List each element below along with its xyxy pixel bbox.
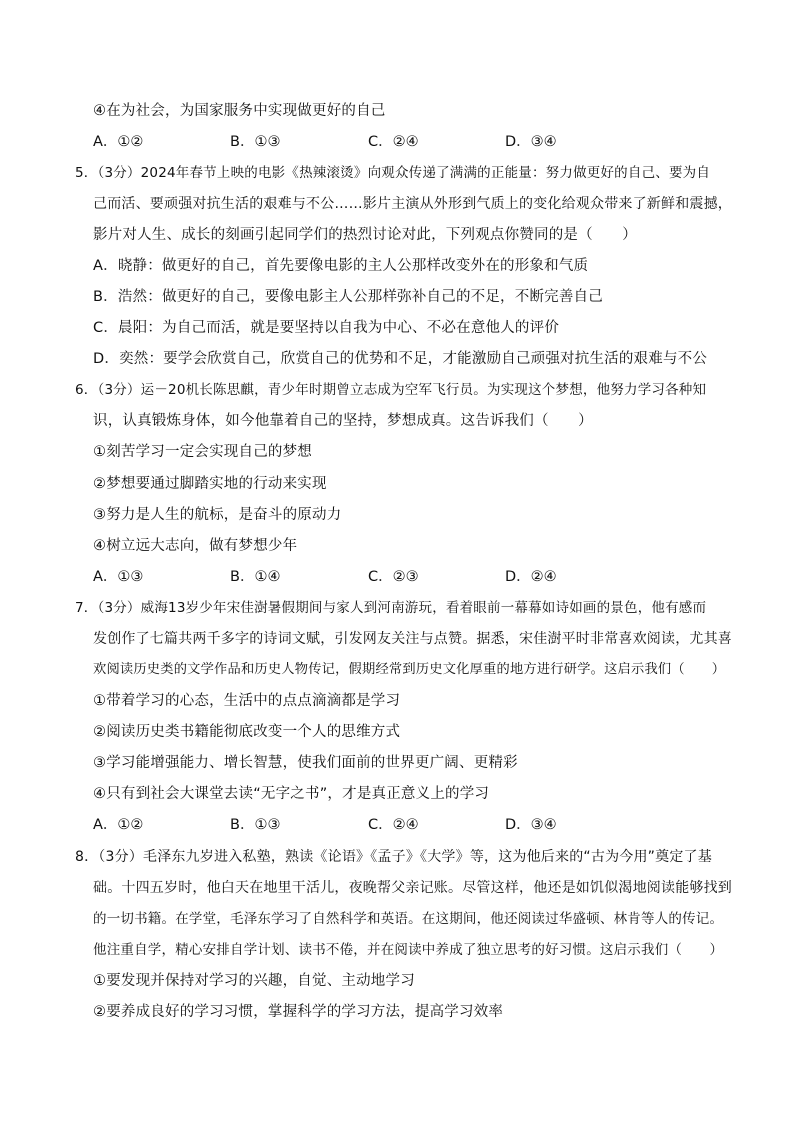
q5-stem-line-2: 己而活、要顽强对抗生活的艰难与不公……影片主演从外形到气质上的变化给观众带来了新鲜和震撼， [93, 196, 732, 212]
q5-stem-line-1: 5．（3分）2024年春节上映的电影《热辣滚烫》向观众传递了满满的正能量：努力做更好的自己、要为自 [75, 165, 711, 181]
q6-option-a: A．①③ [93, 569, 144, 585]
q6-option-d: D．②④ [505, 569, 557, 585]
q8-stem-line-2: 础。十四五岁时，他白天在地里干活儿，夜晚帮父亲记账。尽管这样，他还是如饥似渴地阅读能够找到 [93, 880, 732, 896]
q5-choice-c: C．晨阳：为自己而活，就是要坚持以自我为中心、不必在意他人的评价 [93, 320, 560, 336]
q4-option-a: A．①② [93, 134, 144, 150]
q7-option-b: B．①③ [230, 817, 281, 833]
q7-item-4: ④只有到社会大课堂去读“无字之书”，才是真正意义上的学习 [93, 786, 490, 802]
q7-options [93, 815, 733, 835]
q7-option-a: A．①② [93, 817, 144, 833]
q6-option-c: C．②③ [368, 569, 419, 585]
q6-stem-line-1: 6．（3分）运－20机长陈思麒，青少年时期曾立志成为空军飞行员。为实现这个梦想，他努力学习各种知 [75, 382, 707, 398]
q6-item-4: ④树立远大志向，做有梦想少年 [93, 538, 298, 554]
q4-option-b: B．①③ [230, 134, 281, 150]
q6-options [93, 567, 733, 587]
q6-stem-line-2: 识，认真锻炼身体，如今他靠着自己的坚持，梦想成真。这告诉我们（ ） [93, 413, 593, 429]
q4-item-4: ④在为社会，为国家服务中实现做更好的自己 [93, 103, 386, 119]
q7-item-3: ③学习能增强能力、增长智慧，使我们面前的世界更广阔、更精彩 [93, 755, 518, 771]
q8-stem-line-4: 他注重自学，精心安排自学计划、读书不倦，并在阅读中养成了独立思考的好习惯。这启示我们（ ） [93, 942, 724, 958]
q4-option-d: D．③④ [505, 134, 557, 150]
q8-item-1: ①要发现并保持对学习的兴趣，自觉、主动地学习 [93, 973, 415, 989]
q8-stem-line-1: 8．（3分）毛泽东九岁进入私塾，熟读《论语》《孟子》《大学》等，这为他后来的“古为今用”奠定了基 [75, 849, 712, 865]
q5-choice-b: B．浩然：做更好的自己，要像电影主人公那样弥补自己的不足，不断完善自己 [93, 289, 603, 305]
q5-choice-d: D．奕然：要学会欣赏自己，欣赏自己的优势和不足，才能激励自己顽强对抗生活的艰难与不公 [93, 351, 708, 367]
q4-options [93, 132, 733, 152]
q5-stem-line-3: 影片对人生、成长的刻画引起同学们的热烈讨论对此，下列观点你赞同的是（ ） [93, 227, 637, 243]
q4-option-c: C．②④ [368, 134, 419, 150]
q8-stem-line-3: 的一切书籍。在学堂，毛泽东学习了自然科学和英语。在这期间，他还阅读过华盛顿、林肯等人的传记。 [93, 911, 724, 927]
q7-stem-line-2: 发创作了七篇共两千多字的诗词文赋，引发网友关注与点赞。据悉，宋佳澍平时非常喜欢阅读，尤其喜 [93, 631, 732, 647]
q6-item-1: ①刻苦学习一定会实现自己的梦想 [93, 444, 312, 460]
q6-item-3: ③努力是人生的航标，是奋斗的原动力 [93, 507, 342, 523]
q7-option-c: C．②④ [368, 817, 419, 833]
q7-stem-line-3: 欢阅读历史类的文学作品和历史人物传记，假期经常到历史文化厚重的地方进行研学。这启示我们（ ） [93, 662, 726, 677]
q6-item-2: ②梦想要通过脚踏实地的行动来实现 [93, 476, 327, 492]
q7-item-2: ②阅读历史类书籍能彻底改变一个人的思维方式 [93, 724, 401, 740]
q7-item-1: ①带着学习的心态，生活中的点点滴滴都是学习 [93, 693, 401, 709]
q6-option-b: B．①④ [230, 569, 281, 585]
q7-stem-line-1: 7．（3分）威海13岁少年宋佳澍暑假期间与家人到河南游玩，看着眼前一幕幕如诗如画的景色，他有感而 [75, 600, 707, 616]
q7-option-d: D．③④ [505, 817, 557, 833]
q5-choice-a: A．晓静：做更好的自己，首先要像电影的主人公那样改变外在的形象和气质 [93, 258, 589, 274]
q8-item-2: ②要养成良好的学习习惯，掌握科学的学习方法，提高学习效率 [93, 1004, 504, 1020]
